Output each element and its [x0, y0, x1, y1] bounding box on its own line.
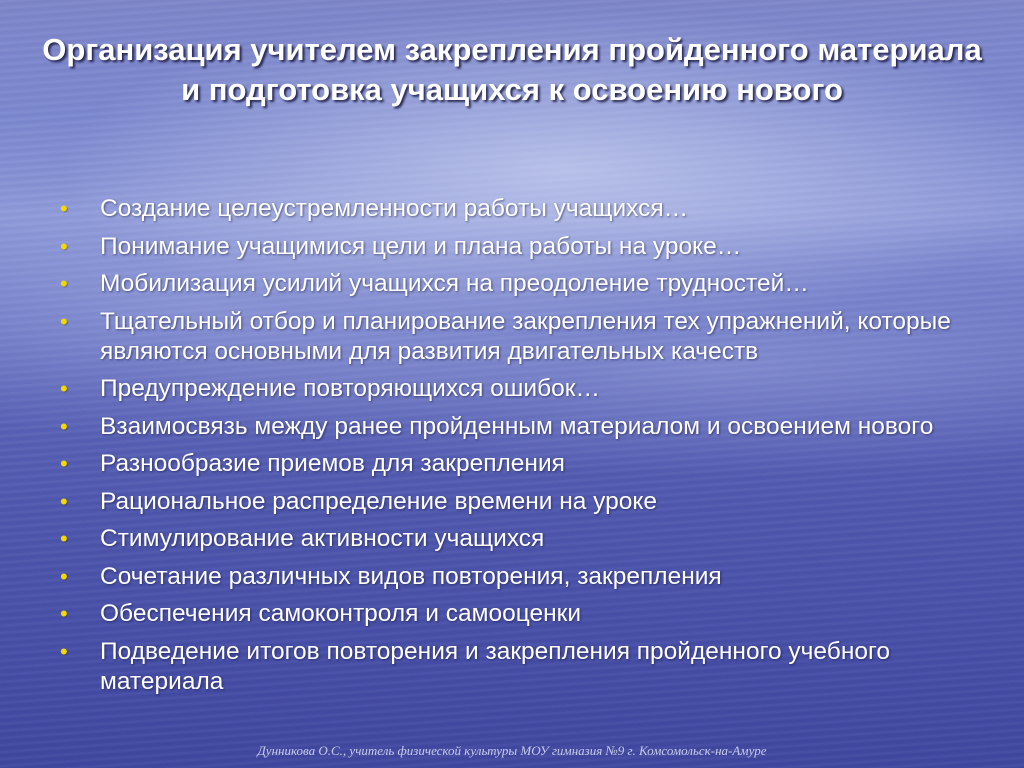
list-item — [60, 194, 1000, 224]
list-item-text: Рациональное распределение времени на уроке — [100, 487, 658, 515]
list-item — [60, 374, 1000, 404]
bullet-dot-icon: • — [60, 308, 68, 334]
list-item — [60, 524, 1000, 554]
list-item — [60, 599, 1000, 629]
list-item-text: Взаимосвязь между ранее пройденным материалом и освоением нового — [100, 412, 934, 440]
bullet-dot-icon: • — [60, 526, 68, 551]
list-item-text: Обеспечения самоконтроля и самооценки — [100, 600, 582, 627]
bullet-dot-icon: • — [60, 563, 68, 589]
bullet-list — [60, 194, 1000, 704]
slide-title: Организация учителем закрепления пройденного материала и подготовка учащихся к освоению нового — [42, 32, 982, 107]
list-item-text: Создание целеустремленности работы учащихся… — [100, 195, 689, 222]
bullet-dot-icon: • — [60, 271, 68, 296]
list-item — [60, 269, 1000, 299]
list-item-text: Разнообразие приемов для закрепления — [100, 450, 565, 477]
bullet-dot-icon: • — [60, 638, 68, 664]
list-item-text: Предупреждение повторяющихся ошибок… — [100, 375, 600, 402]
list-item — [60, 307, 1000, 367]
bullet-dot-icon: • — [60, 488, 68, 514]
list-item — [60, 562, 1000, 592]
list-item-text: Стимулирование активности учащихся — [100, 525, 545, 552]
bullet-dot-icon: • — [60, 196, 68, 221]
list-item-text: Тщательный отбор и планирование закрепления тех упражнений, которые являются основными для развития двигательных качеств — [100, 307, 951, 365]
list-item — [60, 487, 1000, 517]
list-item — [60, 449, 1000, 479]
list-item-text: Сочетание различных видов повторения, закрепления — [100, 562, 722, 590]
bullet-dot-icon: • — [60, 451, 68, 476]
list-item — [60, 412, 1000, 442]
bullet-dot-icon: • — [60, 601, 68, 626]
bullet-dot-icon: • — [60, 413, 68, 439]
list-item-text: Понимание учащимися цели и плана работы на уроке… — [100, 232, 742, 260]
slide-footer: Дунникова О.С., учитель физической культуры МОУ гимназия №9 г. Комсомольск-на-Амуре — [257, 743, 767, 758]
list-item-text: Подведение итогов повторения и закрепления пройденного учебного материала — [100, 637, 890, 695]
bullet-dot-icon: • — [60, 376, 68, 401]
list-item — [60, 637, 1000, 697]
list-item — [60, 232, 1000, 262]
bullet-dot-icon: • — [60, 233, 68, 259]
list-item-text: Мобилизация усилий учащихся на преодоление трудностей… — [100, 270, 809, 297]
